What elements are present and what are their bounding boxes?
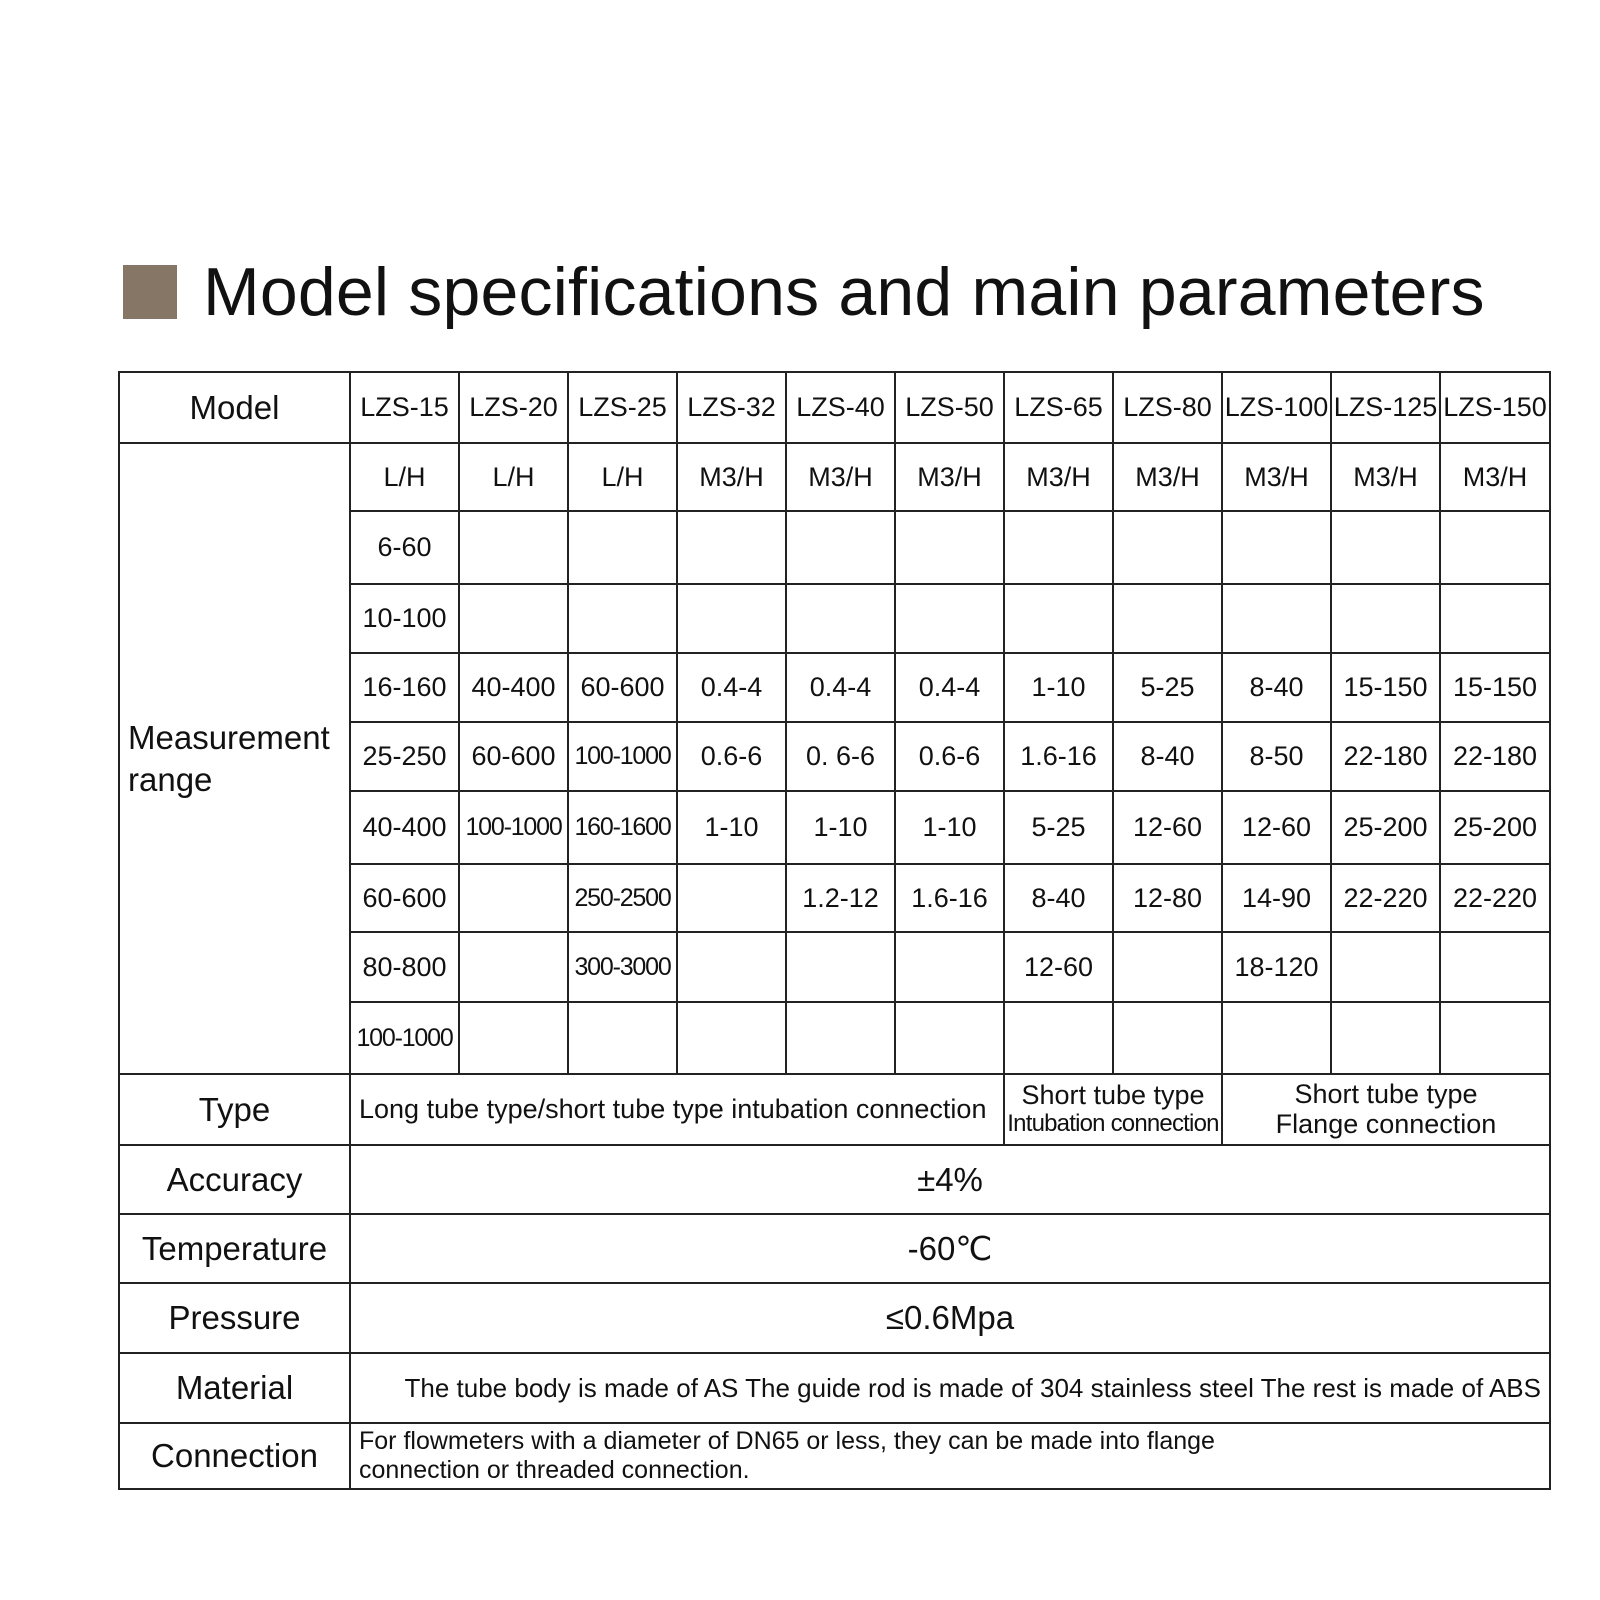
range-cell: 18-120 (1222, 932, 1331, 1002)
range-cell (459, 511, 568, 584)
range-cell (1331, 1002, 1440, 1074)
model-cell: LZS-15 (350, 372, 459, 443)
range-cell: 16-160 (350, 653, 459, 722)
model-cell: LZS-25 (568, 372, 677, 443)
range-cell: 8-50 (1222, 722, 1331, 791)
model-cell: LZS-40 (786, 372, 895, 443)
range-cell (895, 932, 1004, 1002)
range-cell: 100-1000 (568, 722, 677, 791)
range-cell: 0.4-4 (677, 653, 786, 722)
range-cell (1004, 584, 1113, 653)
model-label: Model (119, 372, 350, 443)
range-cell (1113, 511, 1222, 584)
range-cell: 40-400 (459, 653, 568, 722)
type-short-intubation (1004, 1074, 1222, 1145)
range-cell: 1-10 (677, 791, 786, 864)
unit-cell: M3/H (1113, 443, 1222, 511)
range-cell (786, 511, 895, 584)
connection-label: Connection (119, 1423, 350, 1489)
range-cell: 80-800 (350, 932, 459, 1002)
type-flange-line2: Flange connection (1275, 1108, 1497, 1139)
range-cell: 1-10 (1004, 653, 1113, 722)
type-label: Type (119, 1074, 350, 1145)
range-cell: 0.6-6 (677, 722, 786, 791)
type-short-line2: Intubation connection (1007, 1110, 1219, 1138)
model-cell: LZS-20 (459, 372, 568, 443)
range-cell: 1.2-12 (786, 864, 895, 932)
range-cell (459, 864, 568, 932)
range-cell: 160-1600 (568, 791, 677, 864)
unit-cell: L/H (350, 443, 459, 511)
section-heading (123, 252, 1485, 332)
range-cell (1440, 511, 1550, 584)
range-cell: 1-10 (895, 791, 1004, 864)
heading-marker-square (123, 265, 177, 319)
range-cell (895, 1002, 1004, 1074)
table-row-type (119, 1074, 1550, 1145)
range-cell: 1-10 (786, 791, 895, 864)
temperature-value: -60℃ (350, 1214, 1550, 1283)
unit-cell: M3/H (1440, 443, 1550, 511)
range-cell (1440, 584, 1550, 653)
connection-value-cell (350, 1423, 1550, 1489)
range-cell: 6-60 (350, 511, 459, 584)
material-value: The tube body is made of AS The guide rod is made of 304 stainless steel The rest is made of ABS (350, 1353, 1550, 1423)
range-cell: 40-400 (350, 791, 459, 864)
range-cell (677, 932, 786, 1002)
range-cell (1331, 511, 1440, 584)
range-cell (786, 1002, 895, 1074)
range-cell (568, 1002, 677, 1074)
range-cell (1440, 1002, 1550, 1074)
range-cell (1113, 932, 1222, 1002)
range-cell: 15-150 (1440, 653, 1550, 722)
unit-cell: M3/H (1331, 443, 1440, 511)
range-cell (677, 584, 786, 653)
range-cell: 1.6-16 (895, 864, 1004, 932)
range-cell (1331, 584, 1440, 653)
range-cell (1113, 584, 1222, 653)
table-row-pressure (119, 1283, 1550, 1353)
range-cell: 0. 6-6 (786, 722, 895, 791)
table-row-connection (119, 1423, 1550, 1489)
range-cell: 22-180 (1440, 722, 1550, 791)
table-row-material (119, 1353, 1550, 1423)
range-cell: 1.6-16 (1004, 722, 1113, 791)
range-cell (1222, 1002, 1331, 1074)
type-short-flange (1222, 1074, 1550, 1145)
range-cell (1113, 1002, 1222, 1074)
range-cell (459, 1002, 568, 1074)
range-cell (786, 932, 895, 1002)
range-cell: 250-2500 (568, 864, 677, 932)
range-cell: 14-90 (1222, 864, 1331, 932)
material-label: Material (119, 1353, 350, 1423)
type-long-short: Long tube type/short tube type intubation connection (350, 1074, 1004, 1145)
range-cell: 15-150 (1331, 653, 1440, 722)
type-short-line1: Short tube type (1021, 1080, 1205, 1111)
range-cell (459, 932, 568, 1002)
range-cell (677, 511, 786, 584)
range-cell: 8-40 (1222, 653, 1331, 722)
range-cell (568, 584, 677, 653)
range-cell: 300-3000 (568, 932, 677, 1002)
range-cell: 0.4-4 (786, 653, 895, 722)
range-cell (1222, 584, 1331, 653)
connection-value: For flowmeters with a diameter of DN65 or less, they can be made into flange connection or threaded connection. (359, 1427, 1215, 1484)
range-cell (895, 511, 1004, 584)
model-cell: LZS-150 (1440, 372, 1550, 443)
range-cell: 60-600 (350, 864, 459, 932)
range-cell: 10-100 (350, 584, 459, 653)
unit-cell: M3/H (1004, 443, 1113, 511)
range-cell: 12-60 (1004, 932, 1113, 1002)
temperature-label: Temperature (119, 1214, 350, 1283)
unit-cell: L/H (459, 443, 568, 511)
unit-cell: M3/H (677, 443, 786, 511)
range-cell (568, 511, 677, 584)
range-cell (895, 584, 1004, 653)
model-cell: LZS-100 (1222, 372, 1331, 443)
unit-cell: L/H (568, 443, 677, 511)
range-cell: 60-600 (459, 722, 568, 791)
range-cell (677, 1002, 786, 1074)
unit-cell: M3/H (786, 443, 895, 511)
range-cell: 0.4-4 (895, 653, 1004, 722)
table-row-units (119, 443, 1550, 511)
range-cell: 0.6-6 (895, 722, 1004, 791)
range-cell: 25-250 (350, 722, 459, 791)
range-cell: 5-25 (1113, 653, 1222, 722)
range-cell (1004, 1002, 1113, 1074)
range-cell: 12-60 (1222, 791, 1331, 864)
range-cell: 100-1000 (459, 791, 568, 864)
range-cell: 22-220 (1440, 864, 1550, 932)
unit-cell: M3/H (1222, 443, 1331, 511)
pressure-label: Pressure (119, 1283, 350, 1353)
model-cell: LZS-32 (677, 372, 786, 443)
table-row-accuracy (119, 1145, 1550, 1214)
model-cell: LZS-50 (895, 372, 1004, 443)
model-cell: LZS-125 (1331, 372, 1440, 443)
range-cell: 8-40 (1004, 864, 1113, 932)
table-row-models (119, 372, 1550, 443)
model-cell: LZS-80 (1113, 372, 1222, 443)
range-cell (1004, 511, 1113, 584)
range-cell (677, 864, 786, 932)
table-row-temperature (119, 1214, 1550, 1283)
range-cell: 22-220 (1331, 864, 1440, 932)
range-cell: 12-80 (1113, 864, 1222, 932)
range-cell (1440, 932, 1550, 1002)
page-title: Model specifications and main parameters (203, 254, 1485, 330)
measurement-range-label: Measurement range (119, 443, 350, 1074)
range-cell: 12-60 (1113, 791, 1222, 864)
range-cell: 100-1000 (350, 1002, 459, 1074)
range-cell: 8-40 (1113, 722, 1222, 791)
model-cell: LZS-65 (1004, 372, 1113, 443)
range-cell: 5-25 (1004, 791, 1113, 864)
pressure-value: ≤0.6Mpa (350, 1283, 1550, 1353)
accuracy-label: Accuracy (119, 1145, 350, 1214)
range-cell: 25-200 (1440, 791, 1550, 864)
range-cell (459, 584, 568, 653)
range-cell (786, 584, 895, 653)
range-cell: 22-180 (1331, 722, 1440, 791)
range-cell (1331, 932, 1440, 1002)
range-cell: 60-600 (568, 653, 677, 722)
range-cell (1222, 511, 1331, 584)
range-cell: 25-200 (1331, 791, 1440, 864)
accuracy-value: ±4% (350, 1145, 1550, 1214)
unit-cell: M3/H (895, 443, 1004, 511)
type-flange-line1: Short tube type (1294, 1078, 1478, 1109)
specifications-table (118, 371, 1551, 1490)
